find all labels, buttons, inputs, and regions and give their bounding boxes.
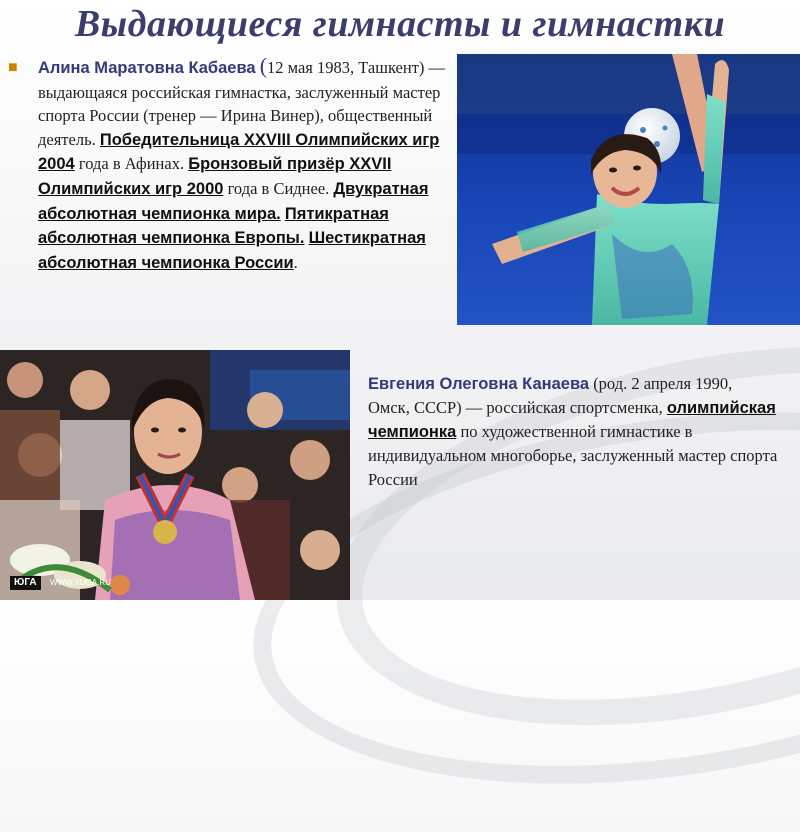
- link-world-champion[interactable]: Двукратная абсолютная чемпионка мира.: [38, 179, 429, 223]
- bio-text: года в Сиднее.: [227, 178, 330, 198]
- bio-text: года в Афинах.: [78, 154, 185, 174]
- kabaeva-photo: [457, 54, 800, 325]
- open-paren: (: [259, 53, 268, 78]
- bio-text: .: [293, 252, 298, 272]
- kanaeva-name: Евгения Олеговна Канаева: [368, 375, 590, 393]
- bio-text: (род. 2 апреля 1990, Омск, СССР) — российская спортсменка,: [368, 374, 733, 417]
- link-russia-champion[interactable]: Шестикратная абсолютная чемпионка России: [38, 229, 426, 272]
- link-olympic-2000[interactable]: Бронзовый призёр XXVII Олимпийских игр 2000: [38, 155, 392, 198]
- link-olympic-2004[interactable]: Победительница XXVIII Олимпийских игр 2004: [38, 130, 440, 174]
- kabaeva-name: Алина Маратовна Кабаева: [38, 59, 256, 77]
- gymnast-ball-illustration: [457, 54, 800, 325]
- kanaeva-bio: [368, 372, 778, 492]
- source-logo: ЮГА: [10, 576, 41, 590]
- link-olympic-champion[interactable]: олимпийская чемпионка: [368, 399, 776, 441]
- bio-text: по художественной гимнастике в индивидуальном многоборье, заслуженный мастер спорта России: [368, 422, 778, 489]
- page-title: Выдающиеся гимнасты и гимнастки: [74, 3, 726, 45]
- bio-text: 12 мая 1983, Ташкент) — выдающаяся российская гимнастка, заслуженный мастер спорта России (тренер — Ирина Винер), общественный деятель.: [38, 58, 446, 149]
- gymnast-medal-illustration: [0, 350, 350, 600]
- kabaeva-bio: [38, 54, 458, 275]
- bullet-icon: ■: [8, 59, 18, 76]
- kanaeva-photo: [0, 350, 350, 600]
- link-europe-champion[interactable]: Пятикратная абсолютная чемпионка Европы.: [38, 204, 389, 248]
- source-url: WWW.YUGA.RU: [50, 578, 111, 587]
